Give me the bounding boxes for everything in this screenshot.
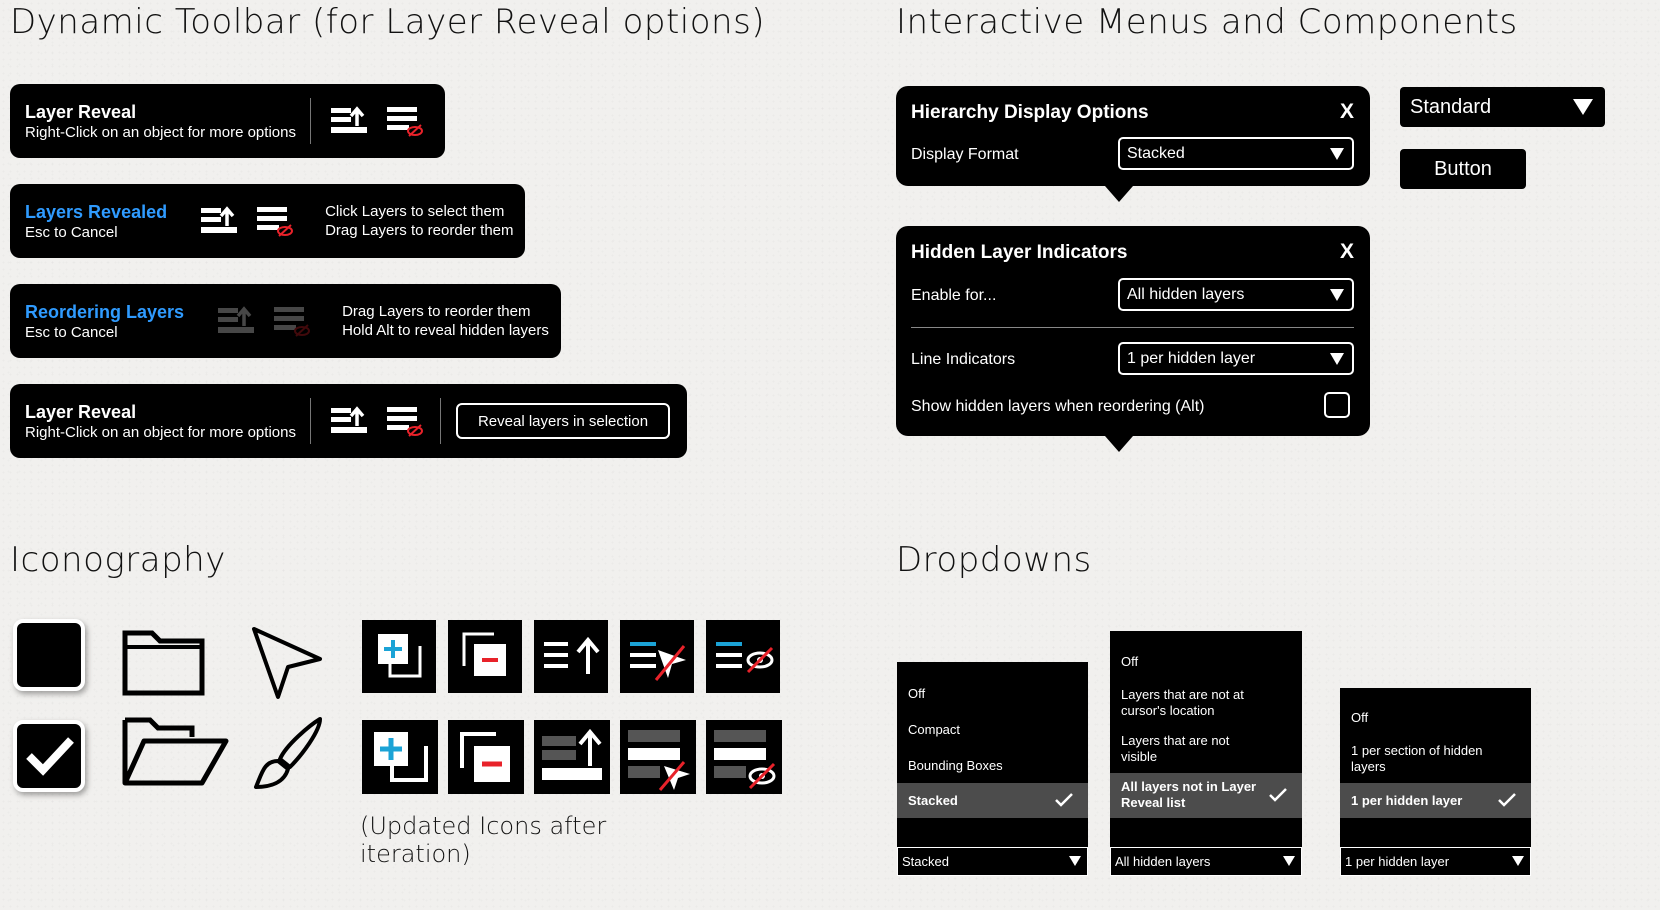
dropdown-option[interactable]: Compact [908, 722, 961, 737]
reorder-up-icon[interactable] [329, 104, 369, 138]
toolbar-title: Layers Revealed [25, 201, 168, 222]
reorder-up-list-icon [534, 620, 608, 693]
generic-button[interactable]: Button [1400, 149, 1526, 189]
hidden-layers-eye-icon [706, 620, 780, 693]
square-shape-icon [13, 619, 85, 691]
dropdown-option[interactable] [1121, 687, 1244, 719]
enable-for-dropdown-menu [1110, 631, 1302, 847]
hidden-layers-icon[interactable] [385, 104, 425, 138]
dropdown-option[interactable]: Off [1121, 654, 1139, 669]
show-hidden-layers-label: Show hidden layers when reordering (Alt) [911, 398, 1205, 415]
layers-revealed-toolbar [10, 184, 525, 258]
hierarchy-display-options-panel [896, 86, 1370, 186]
iconography-section-title: Iconography [10, 540, 226, 580]
line-indicators-label: Line Indicators [911, 351, 1016, 368]
dropdown-option[interactable] [1351, 743, 1483, 775]
display-format-dropdown-menu [897, 662, 1088, 847]
select-value: Stacked [902, 854, 949, 869]
checkmark-icon [1497, 792, 1517, 808]
reorder-up-icon[interactable] [199, 204, 239, 238]
dropdown-option[interactable]: Bounding Boxes [908, 758, 1003, 773]
paintbrush-icon [250, 715, 324, 791]
enable-for-dropdown-trigger[interactable] [1110, 847, 1302, 876]
checkmark-icon [1054, 792, 1074, 808]
toolbar-title: Reordering Layers [25, 301, 185, 322]
hidden-layers-eye-updated-icon [706, 720, 782, 794]
toolbar-divider [440, 398, 441, 444]
chevron-down-icon [1283, 856, 1295, 866]
dropdown-option-selected[interactable] [1110, 773, 1302, 818]
cursor-arrow-icon [250, 625, 326, 701]
hidden-layers-icon [272, 304, 312, 338]
close-icon[interactable]: X [1339, 240, 1354, 263]
option-line: All layers not in Layer [1121, 779, 1257, 794]
toolbar-section-title: Dynamic Toolbar (for Layer Reveal options) [10, 2, 766, 42]
reorder-up-updated-icon [534, 720, 610, 794]
remove-layer-icon [448, 620, 522, 693]
toolbar-title: Layer Reveal [25, 401, 137, 422]
folder-open-icon [122, 715, 230, 787]
option-line: Layers that are not at [1121, 687, 1244, 702]
add-layer-icon [362, 620, 436, 693]
display-format-dropdown-trigger[interactable] [897, 847, 1088, 876]
checkbox-checked-icon [13, 720, 85, 792]
folder-icon [122, 625, 206, 697]
select-value: All hidden layers [1115, 854, 1211, 869]
dropdown-option-selected[interactable] [1340, 783, 1531, 818]
select-value: 1 per hidden layer [1345, 854, 1450, 869]
chevron-down-icon [1069, 856, 1081, 866]
hidden-layer-indicators-panel [896, 226, 1370, 436]
toolbar-help-line: Hold Alt to reveal hidden layers [342, 322, 549, 339]
line-indicators-dropdown-menu [1340, 688, 1531, 847]
hidden-layers-icon[interactable] [385, 404, 425, 438]
enable-for-select[interactable] [1118, 278, 1354, 311]
toolbar-help-line: Drag Layers to reorder them [325, 222, 514, 239]
select-value: 1 per hidden layer [1127, 349, 1256, 367]
dropdown-option[interactable] [1121, 733, 1229, 765]
option-line: visible [1121, 749, 1158, 764]
toolbar-help-line: Drag Layers to reorder them [342, 303, 531, 320]
toolbar-subtitle: Esc to Cancel [25, 223, 118, 241]
option-line: Layers that are not [1121, 733, 1230, 748]
panel-pointer [1105, 436, 1133, 452]
chevron-down-icon [1330, 289, 1344, 301]
display-format-label: Display Format [911, 146, 1019, 163]
option-line: cursor's location [1121, 703, 1215, 718]
toolbar-subtitle: Right-Click on an object for more options [25, 123, 296, 141]
chevron-down-icon [1330, 148, 1344, 160]
caption-line: (Updated Icons after [360, 812, 607, 840]
chevron-down-icon [1330, 353, 1344, 365]
reordering-layers-toolbar [10, 284, 561, 358]
close-icon[interactable]: X [1339, 100, 1354, 123]
reorder-up-icon[interactable] [329, 404, 369, 438]
add-layer-updated-icon [362, 720, 438, 794]
layer-reveal-selection-toolbar [10, 384, 687, 458]
toolbar-subtitle: Right-Click on an object for more options [25, 423, 296, 441]
toolbar-subtitle: Esc to Cancel [25, 323, 118, 341]
option-line: layers [1351, 759, 1386, 774]
chevron-down-icon [1512, 856, 1524, 866]
option-label: Stacked [908, 793, 958, 808]
dropdowns-section-title: Dropdowns [896, 540, 1092, 580]
chevron-down-icon [1573, 99, 1593, 115]
reorder-up-icon [216, 304, 256, 338]
panel-title: Hierarchy Display Options [911, 102, 1149, 123]
pointer-layers-icon [620, 620, 694, 693]
show-hidden-layers-checkbox[interactable] [1324, 392, 1350, 418]
select-value: All hidden layers [1127, 285, 1245, 303]
toolbar-title: Layer Reveal [25, 101, 137, 122]
toolbar-help-line: Click Layers to select them [325, 203, 505, 220]
panel-pointer [1105, 186, 1133, 202]
hidden-layers-icon[interactable] [255, 204, 295, 238]
dropdown-option-selected[interactable] [897, 783, 1088, 818]
iconography-caption [360, 812, 606, 868]
option-line: 1 per section of hidden [1351, 743, 1483, 758]
line-indicators-select[interactable] [1118, 342, 1354, 375]
enable-for-label: Enable for... [911, 287, 997, 304]
line-indicators-dropdown-trigger[interactable] [1340, 847, 1531, 876]
select-value: Stacked [1127, 144, 1185, 162]
option-line: Reveal list [1121, 795, 1186, 810]
select-value: Standard [1410, 95, 1492, 118]
panel-title: Hidden Layer Indicators [911, 242, 1128, 263]
menus-section-title: Interactive Menus and Components [896, 2, 1518, 42]
layer-reveal-toolbar [10, 84, 445, 158]
panel-divider [911, 327, 1354, 328]
dropdown-option[interactable]: Off [908, 686, 926, 701]
standard-select[interactable] [1400, 87, 1605, 127]
display-format-select[interactable] [1118, 137, 1354, 170]
checkmark-icon [1268, 787, 1288, 803]
remove-layer-updated-icon [448, 720, 524, 794]
reveal-layers-in-selection-button[interactable]: Reveal layers in selection [456, 403, 670, 439]
pointer-layers-updated-icon [620, 720, 696, 794]
option-label: 1 per hidden layer [1351, 793, 1463, 808]
dropdown-option[interactable]: Off [1351, 710, 1369, 725]
caption-line: iteration) [360, 840, 471, 868]
